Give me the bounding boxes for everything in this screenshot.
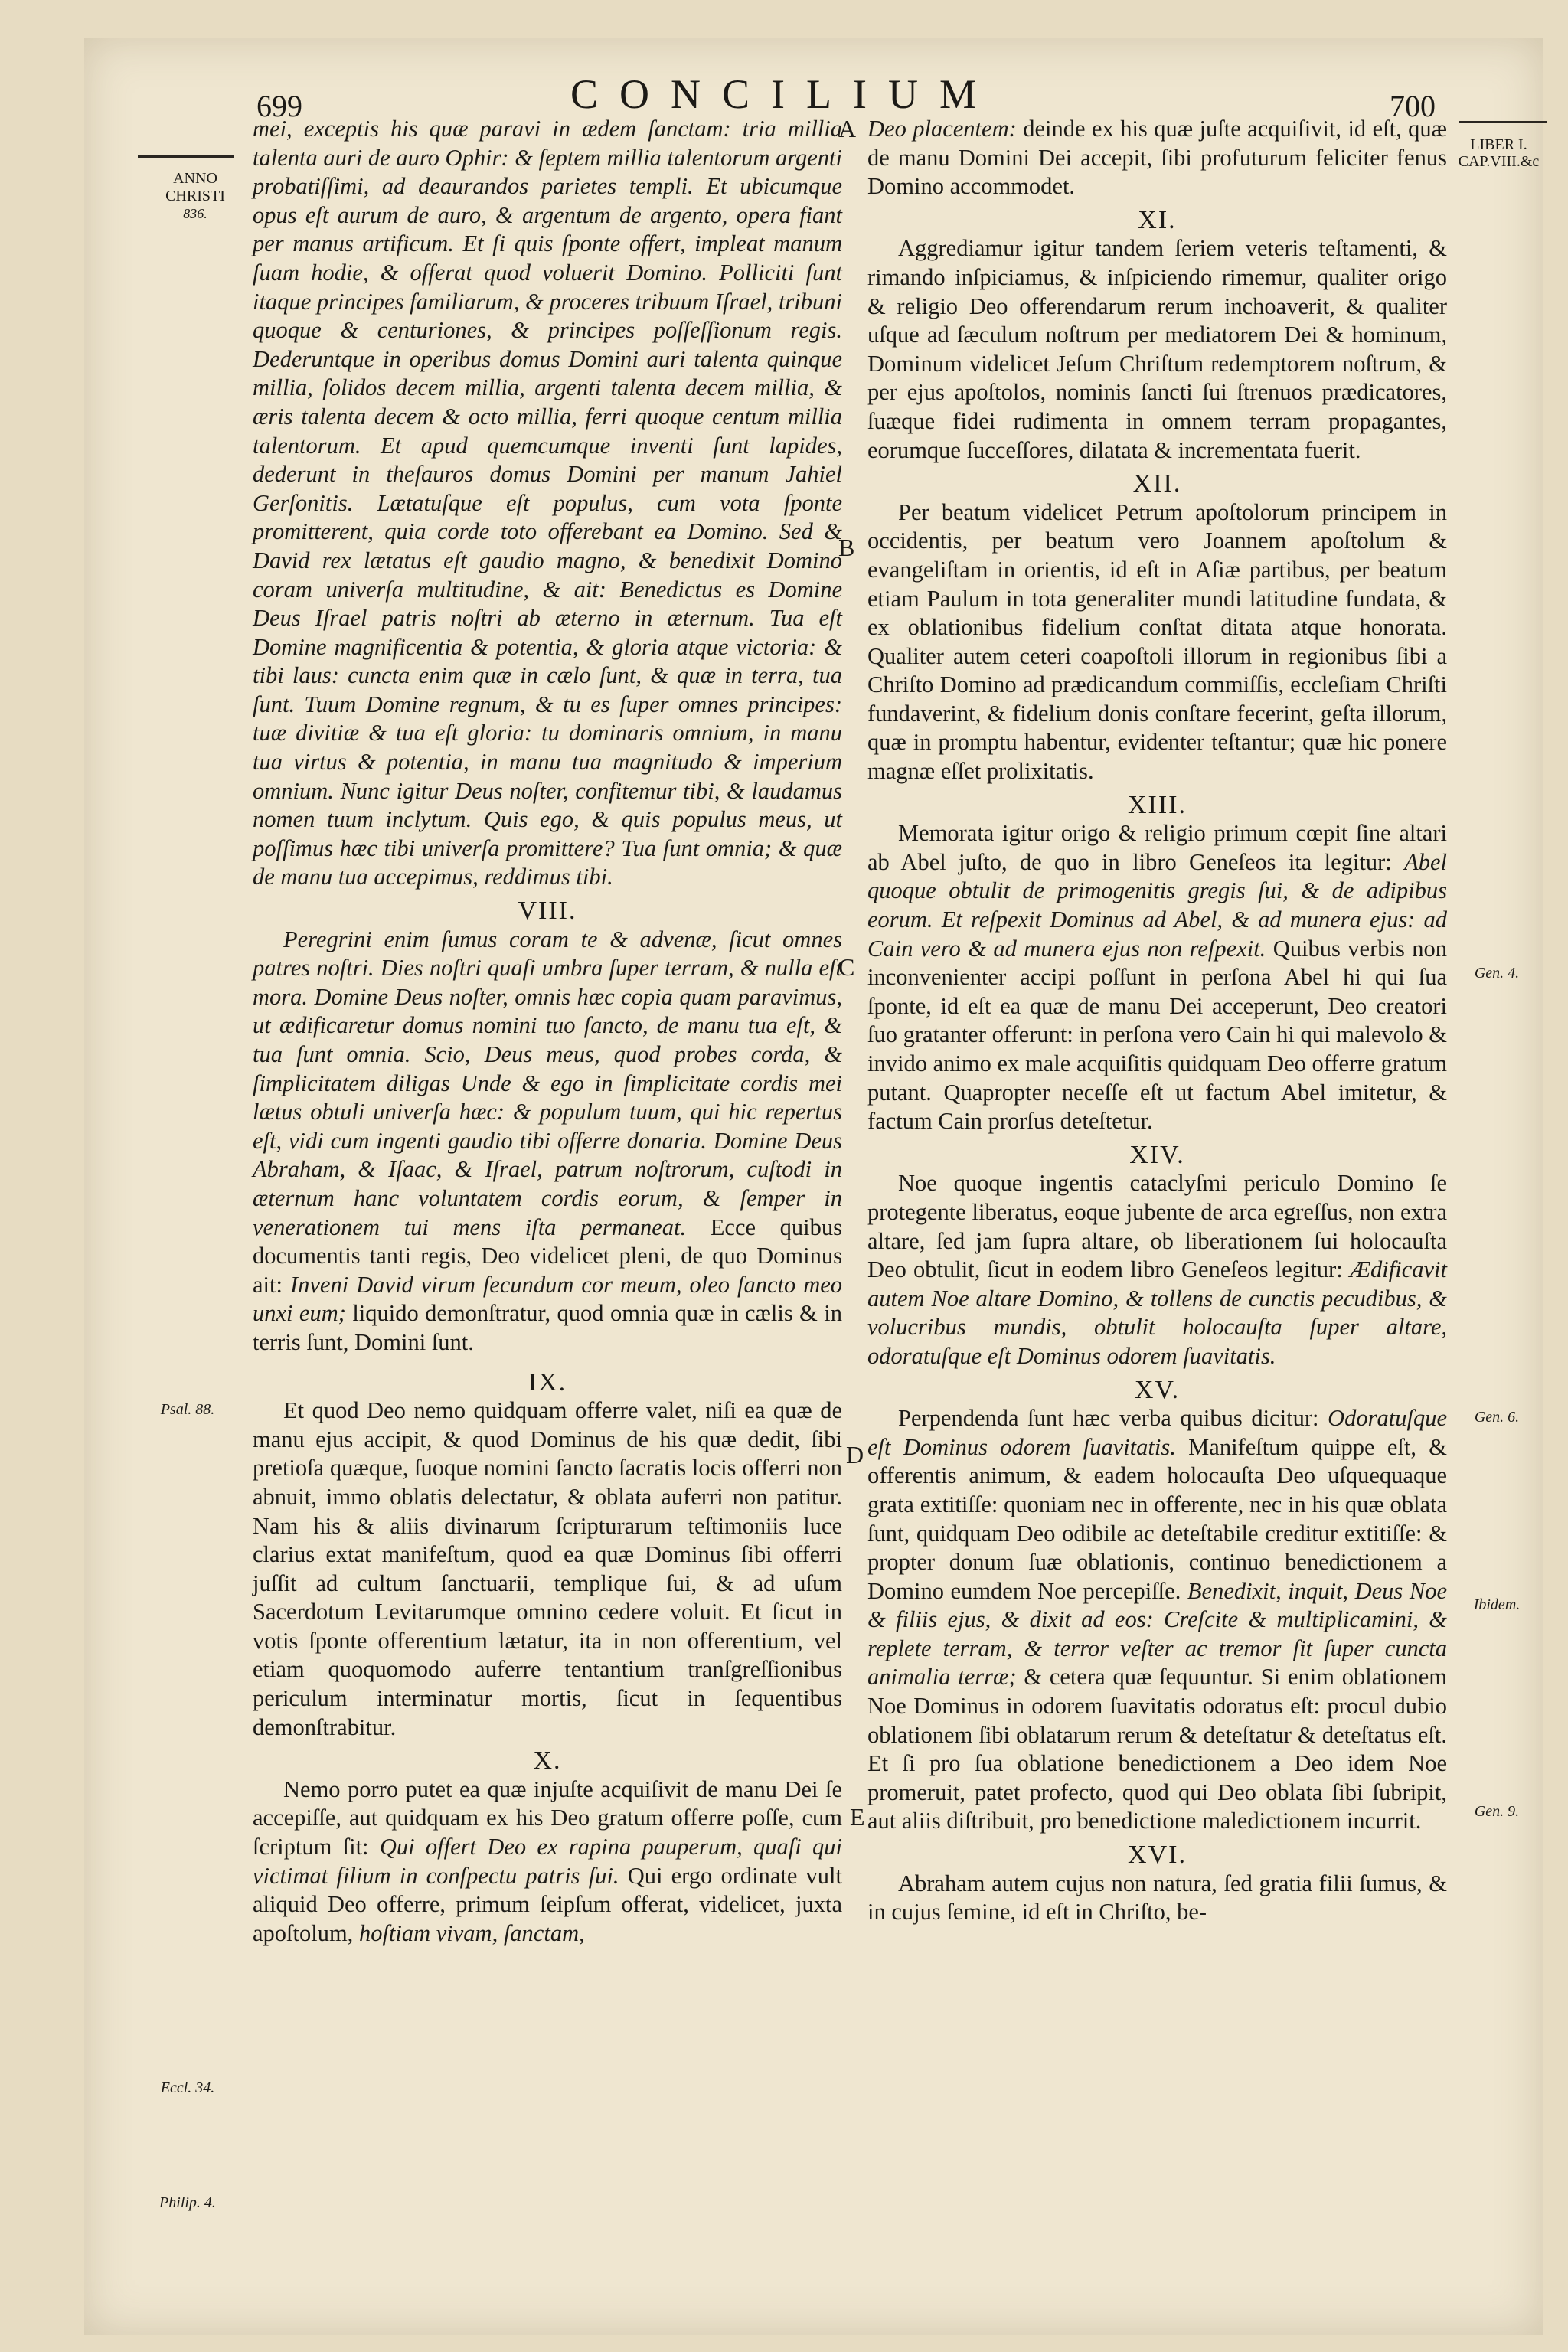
section-heading: XV. (1134, 1375, 1181, 1404)
section-letter-d: D (846, 1441, 864, 1468)
paragraph (253, 926, 842, 1357)
quotation: Benedixit, inquit, Deus Noe & filiis ejus, & dixit ad eos: Creſcite & multiplicamini, & replete terram, & terror veſter ac tremor ſit ſuper cuncta animalia terræ; (867, 1577, 1447, 1690)
section-heading: XIII. (1127, 790, 1187, 819)
right-column (867, 115, 1447, 1927)
quotation: Deo placentem: (867, 116, 1017, 142)
margin-anno (149, 170, 241, 223)
text-run: Qui ergo ordinate vult aliquid Deo offerre, primum ſeipſum offerat, videlicet, juxta apoſtolum, (253, 1862, 842, 1946)
paragraph (253, 1775, 842, 1949)
section-heading: IX. (528, 1367, 567, 1396)
left-column (253, 115, 842, 1948)
running-title: CONCILIUM (570, 71, 998, 117)
quotation: Peregrini enim ſumus coram te & advenæ, ſicut omnes patres noſtri. Dies noſtri quaſi umbra ſuper terram, & nulla eſt mora. Domine Deus noſter, omnis hæc copia quam paravimus, ut ædificaretur domus nomini tuo ſancto, de manu tua eſt, & tua ſunt omnia. Scio, Deus meus, quod probes corda, & ſimplicitatem diligas Unde & ego in ſimplicitate cordis mei lætus obtuli univerſa hæc: & populum tuum, qui hic repertus eſt, vidi cum ingenti gaudio tibi offerre donaria. Domine Deus Abraham, & Iſaac, & Iſrael, patrum noſtrorum, cuſtodi in æternum hanc voluntatem cordis eorum, & ſemper in venerationem tui mens iſta permaneat. (253, 926, 842, 1240)
margin-year: 836. (183, 206, 207, 221)
margin-ibidem: Ibidem. (1473, 1596, 1521, 1613)
text-run: Manifeſtum quippe eſt, & offerentis animum, & eadem holocauſta Deo uſquequaque grata extitiſſe: quoniam nec in offerente, nec in his quæ oblata ſunt, quidquam Deo odibile ac deteſtabile creditur extitiſſe: & propter donum ſuæ oblationis, continuo benedictionem a Domino eumdem Noe percepiſſe. (867, 1433, 1448, 1604)
margin-book (1451, 136, 1547, 170)
paragraph (867, 819, 1447, 1136)
year-rule (138, 155, 234, 158)
section-heading: XIV. (1129, 1140, 1185, 1169)
section-heading: XVI. (1128, 1841, 1187, 1870)
section-letter-a: A (838, 115, 857, 142)
margin-christi-label: CHRISTI (165, 188, 225, 204)
margin-psal: Psal. 88. (160, 1401, 215, 1418)
quotation: Qui offert Deo ex rapina pauperum, quaſi qui victimat filium in conſpectu patris ſui. (253, 1834, 843, 1889)
text-run: Nemo porro putet ea quæ injuſte acquiſivit de manu Dei ſe accepiſſe, aut quidquam ex his Deo gratum offerre poſſe, cum ſcriptum ſit: (253, 1775, 842, 1860)
text-run: Quibus verbis non inconvenienter accipi poſſunt in perſona Abel hi qui ſua ſponte, id eſt ea quæ de manu Dei acceperunt, Deo creatori ſuo gratanter offerunt: in perſona vero Cain hi qui malevolo & invido animo ex male acquiſitis quidquam Deo offerre gratum putant. Quapropter neceſſe eſt ut factum Abel imitetur, & factum Cain prorſus deteſtetur. (867, 935, 1447, 1135)
section-letter-b: B (838, 534, 855, 561)
paragraph (867, 1404, 1447, 1836)
page-number-right: 700 (1390, 89, 1436, 123)
margin-gen4: Gen. 4. (1474, 965, 1520, 982)
quotation: Abel quoque obtulit de primogenitis gregis ſui, & de adipibus eorum. Et reſpexit Dominus ad Abel, & ad munera ejus: ad Cain vero & ad munera ejus non reſpexit. (867, 848, 1447, 962)
text-run: Ecce quibus documentis tanti regis, Deo videlicet pleni, de quo Dominus ait: (253, 1214, 842, 1298)
text-run: Memorata igitur origo & religio primum cœpit ſine altari ab Abel juſto, de quo in libro Geneſeos ita legitur: (867, 820, 1447, 875)
margin-liber: LIBER I. (1470, 136, 1527, 153)
quotation: Odoratuſque eſt Dominus odorem ſuavitatis. (867, 1405, 1447, 1460)
margin-anno-label: ANNO (173, 170, 217, 187)
section-heading: X. (533, 1746, 562, 1775)
text-run: deinde ex his quæ juſte acquiſivit, id eſt, quæ de manu Domini Dei accepit, ſibi profuturum feliciter fenus Domino accommodet. (867, 116, 1448, 200)
paragraph (867, 1169, 1447, 1370)
margin-gen6: Gen. 6. (1474, 1409, 1520, 1426)
section-letter-c: C (838, 953, 855, 981)
paragraph: Abraham autem cujus non natura, ſed gratia filii ſumus, & in cujus ſemine, id eſt in Chriſto, be- (867, 1870, 1447, 1926)
paragraph (867, 115, 1447, 201)
quotation: hoſtiam vivam, ſanctam, (358, 1919, 585, 1946)
section-heading: VIII. (518, 897, 577, 926)
text-run: liquido demonſtratur, quod omnia quæ in cælis & in terris ſunt, Domini ſunt. (253, 1300, 842, 1355)
paragraph: Aggrediamur igitur tandem ſeriem veteris teſtamenti, & rimando inſpiciamus, & inſpiciendo rimemur, qualiter origo & religio Deo offerendarum rerum inchoaverit, & qualiter uſque ad ſæculum noſtrum per mediatorem Dei & hominum, Dominum videlicet Jeſum Chriſtum redemptorem noſtrum, & per ejus apoſtolos, nominis ſancti ſui ſtrenuos prædicatores, ſuæque fidei rudimenta in omnem terram propagantes, eorumque ſucceſſores, dilatata & incrementata fuerit. (867, 235, 1447, 463)
margin-gen9: Gen. 9. (1474, 1803, 1520, 1820)
quotation: Inveni David virum ſecundum cor meum, oleo ſancto meo unxi eum; (253, 1271, 843, 1327)
section-letter-e: E (850, 1803, 865, 1831)
text-run: Noe quoque ingentis cataclyſmi periculo Domino ſe protegente liberatus, eoque jubente de arca egreſſus, non extra altare, ſed jam ſupra altare, ob liberationem ſui holocauſta Deo obtulit, ſicut in eodem libro Geneſeos legitur: (867, 1170, 1447, 1283)
margin-philip: Philip. 4. (159, 2194, 216, 2211)
page-number-left: 699 (256, 89, 302, 123)
quotation: Ædificavit autem Noe altare Domino, & tollens de cunctis pecudibus, & volucribus mundis, obtulit holocauſta ſuper altare, odoratuſque eſt Dominus odorem ſuavitatis. (867, 1256, 1448, 1369)
margin-cap: CAP.VIII.&c (1458, 153, 1540, 170)
section-heading: XII. (1132, 469, 1182, 498)
book-rule (1459, 121, 1547, 123)
paragraph: Et quod Deo nemo quidquam offerre valet, niſi ea quæ de manu ejus accipit, & quod Dominus de his quæ dedit, ſibi pretioſa quæque, ſuoque nomini ſancto ſacratis locis offerri non abnuit, immo oblatis delectatur, & oblata auferri non patitur. Nam his & aliis divinarum ſcripturarum teſtimoniis luce clarius extat manifeſtum, quod ea quæ Dominus ſibi offerri juſſit ad cultum ſanctuarii, templique ſui, & ad uſum Sacerdotum Levitarumque omnino cedere voluit. Et ſicut in votis ſponte offerentium lætatur, ita in non offerentium, vel etiam quoquomodo auferre tentantium tranſgreſſionibus periculum interminatur mortis, ſicut in ſequentibus demonſtrabitur. (253, 1397, 842, 1740)
section-heading: XI. (1138, 205, 1177, 234)
text-run: Perpendenda ſunt hæc verba quibus dicitur: (898, 1405, 1319, 1432)
paragraph: Per beatum videlicet Petrum apoſtolorum principem in occidentis, per beatum vero Joannem apoſtolum & evangeliſtam in orientis, id eſt in Aſiæ partibus, per beatum etiam Paulum in tota generaliter mundi latitudine fundata, & ex oblationibus fidelium conſtat ditata atque honorata. Qualiter autem ceteri coapoſtoli illorum in regionibus ſibi a Chriſto Domino ad prædicandum commiſſis, eccleſiam Chriſti fundaverint, & fidelium donis conſtare fecerint, geſta illorum, quæ in promptu habentur, evidenter teſtantur; quæ hic ponere magnæ eſſet prolixitatis. (867, 498, 1447, 785)
margin-eccl: Eccl. 34. (160, 2079, 215, 2096)
text-run: & cetera quæ ſequuntur. Si enim oblationem Noe Dominus in odorem ſuavitatis odoratus eſt: procul dubio oblationem ſibi oblatarum rerum & deteſtatur & deteſtatus eſt. Et ſi pro ſua oblatione benedictionem a Deo idem Noe promeruit, patet profecto, quod qui Deo oblata ſibi ſubripit, aut aliis diſtribuit, pro benedictione maledictionem incurrit. (867, 1664, 1448, 1834)
paragraph: mei, exceptis his quæ paravi in ædem ſanctam: tria millia talenta auri de auro Ophir: & ſeptem millia talentorum argenti probatiſſimi, ad deaurandos parietes templi. Et ubicumque opus eſt aurum de auro, & argentum de argento, opera fiant per manus artificum. Et ſi quis ſponte offert, impleat manum ſuam hodie, & offerat quod voluerit Domino. Polliciti ſunt itaque principes familiarum, & proceres tribuum Iſrael, tribuni quoque & centuriones, & principes poſſeſſionum regis. Dederuntque in operibus domus Domini auri talenta quinque millia, ſolidos decem millia, argenti talenta decem millia, & æris talenta decem & octo millia, ferri quoque centum millia talentorum. Et apud quemcumque inventi ſunt lapides, dederunt in theſauros domus Domini per manum Jahiel Gerſonitis. Lætatuſque eſt populus, cum vota ſponte promitterent, quia corde toto offerebant ea Domino. Sed & David rex lætatus eſt gaudio magno, & benedixit Domino coram univerſa multitudine, & ait: Benedictus es Domine Deus Iſrael patris noſtri ab æterno in æternum. Tua eſt Domine magnificentia & potentia, & gloria atque victoria: & tibi laus: cuncta enim quæ in cælo ſunt, & quæ in terra, tua ſunt. Tuum Domine regnum, & tu es ſuper omnes principes: tuæ divitiæ & tua eſt gloria: tu dominaris omnium, in manu tua virtus & potentia, in manu tua magnitudo & imperium omnium. Nunc igitur Deus noſter, confitemur tibi, & laudamus nomen tuum inclytum. Quis ego, & quis populus meus, ut poſſimus hæc tibi univerſa promittere? Tua ſunt omnia; & quæ de manu tua accepimus, reddimus tibi. (253, 116, 842, 890)
